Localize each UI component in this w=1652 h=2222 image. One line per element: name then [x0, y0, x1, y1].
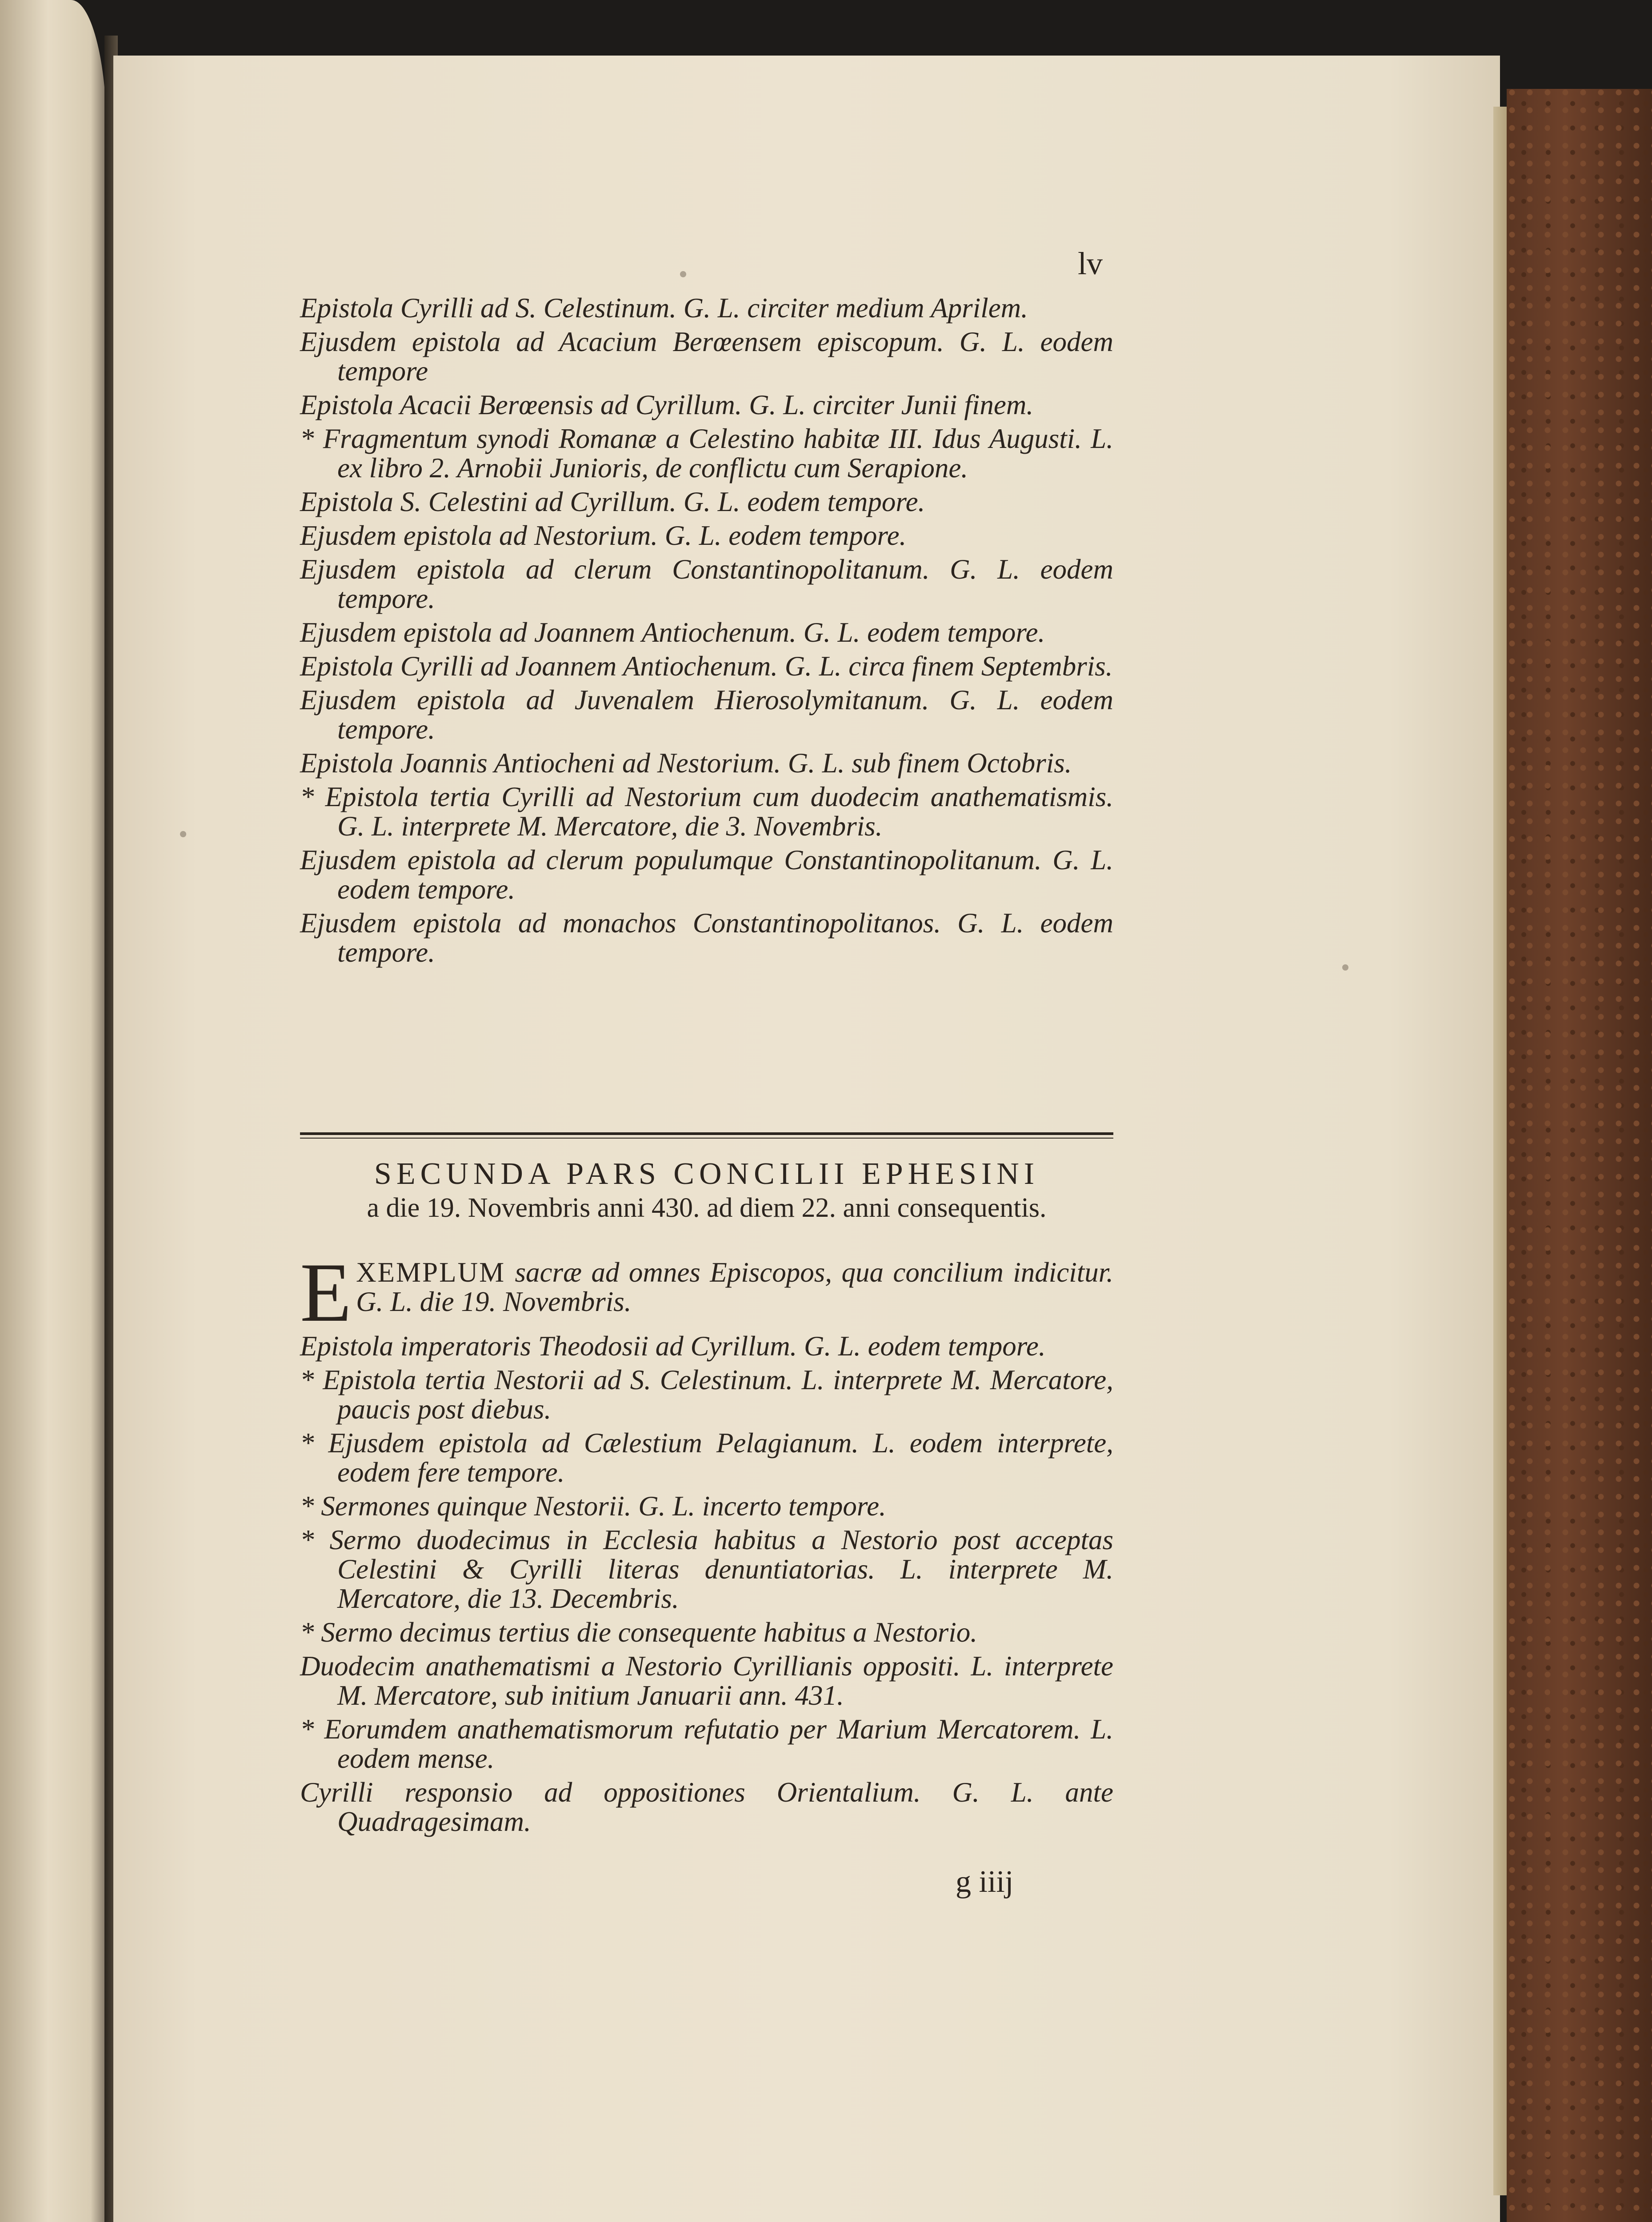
divider-thin-line: [300, 1138, 1113, 1139]
list-item: Epistola Cyrilli ad Joannem Antiochenum. G. L. circa finem Septembris.: [300, 651, 1113, 682]
book-cover: [1507, 89, 1652, 2222]
list-item: Epistola imperatoris Theodosii ad Cyrillum. G. L. eodem tempore.: [300, 1331, 1046, 1362]
list-item: Epistola Joannis Antiocheni ad Nestorium. G. L. sub finem Octobris.: [300, 747, 1072, 779]
section-subtitle: a die 19. Novembris anni 430. ad diem 22. anni consequentis.: [367, 1193, 1047, 1223]
entries-list-bottom: [300, 1246, 1114, 1841]
first-entry-text: sacræ ad omnes Episcopos, qua concilium indicitur. G. L. die 19. Novembris.: [356, 1257, 1114, 1317]
list-item: Cyrilli responsio ad oppositiones Orientalium. G. L. ante Quadragesimam.: [300, 1777, 1113, 1837]
signature-mark: g iiij: [956, 1865, 1014, 1899]
drop-cap: E: [300, 1246, 352, 1339]
list-item: Ejusdem epistola ad Nestorium. G. L. eodem tempore.: [300, 520, 907, 551]
first-entry-smallcaps: XEMPLUM: [356, 1257, 506, 1288]
paper-spot: [180, 831, 186, 837]
section-divider: [300, 1132, 1113, 1139]
list-item: * Epistola tertia Nestorii ad S. Celestinum. L. interprete M. Mercatore, paucis post diebus.: [300, 1364, 1113, 1425]
divider-thick-line: [300, 1132, 1113, 1135]
list-item: Epistola Acacii Berœensis ad Cyrillum. G. L. circiter Junii finem.: [300, 389, 1034, 420]
list-item: Epistola S. Celestini ad Cyrillum. G. L. eodem tempore.: [300, 486, 925, 517]
list-item: Ejusdem epistola ad Joannem Antiochenum. G. L. eodem tempore.: [300, 617, 1045, 648]
list-item: Duodecim anathematismi a Nestorio Cyrillianis oppositi. L. interprete M. Mercatore, sub initium Januarii ann. 431.: [300, 1651, 1113, 1711]
folio-number: lv: [1078, 246, 1103, 281]
section-heading: [300, 1156, 1113, 1224]
section-title: SECUNDA PARS CONCILII EPHESINI: [374, 1157, 1040, 1191]
list-item: * Eorumdem anathematismorum refutatio per Marium Mercatorem. L. eodem mense.: [300, 1714, 1113, 1774]
facing-page-edge: [0, 0, 107, 2222]
list-item: Epistola Cyrilli ad S. Celestinum. G. L. circiter medium Aprilem.: [300, 292, 1028, 324]
list-item: * Fragmentum synodi Romanæ a Celestino habitæ III. Idus Augusti. L. ex libro 2. Arnobii Junioris, de conflictu cum Serapione.: [300, 423, 1113, 484]
list-item: * Sermones quinque Nestorii. G. L. incerto tempore.: [300, 1491, 886, 1522]
list-item: Ejusdem epistola ad Acacium Berœensem episcopum. G. L. eodem tempore: [300, 326, 1113, 387]
paper-spot: [1342, 964, 1348, 971]
list-item: Ejusdem epistola ad clerum Constantinopolitanum. G. L. eodem tempore.: [300, 554, 1113, 614]
list-item: Ejusdem epistola ad Juvenalem Hierosolymitanum. G. L. eodem tempore.: [300, 684, 1113, 745]
first-entry: [300, 1246, 1114, 1339]
list-item: * Sermo decimus tertius die consequente habitus a Nestorio.: [300, 1617, 978, 1648]
list-item: Ejusdem epistola ad monachos Constantinopolitanos. G. L. eodem tempore.: [300, 907, 1113, 968]
entries-list-top: [300, 293, 1113, 971]
paper-spot: [680, 271, 686, 277]
list-item: * Epistola tertia Cyrilli ad Nestorium cum duodecim anathematismis. G. L. interprete M. Mercatore, die 3. Novembris.: [300, 781, 1113, 842]
list-item: * Sermo duodecimus in Ecclesia habitus a Nestorio post acceptas Celestini & Cyrilli literas denuntiatorias. L. interprete M. Mercatore, die 13. Decembris.: [300, 1524, 1113, 1614]
list-item: * Ejusdem epistola ad Cælestium Pelagianum. L. eodem interprete, eodem fere tempore.: [300, 1427, 1113, 1488]
list-item: Ejusdem epistola ad clerum populumque Constantinopolitanum. G. L. eodem tempore.: [300, 844, 1113, 905]
